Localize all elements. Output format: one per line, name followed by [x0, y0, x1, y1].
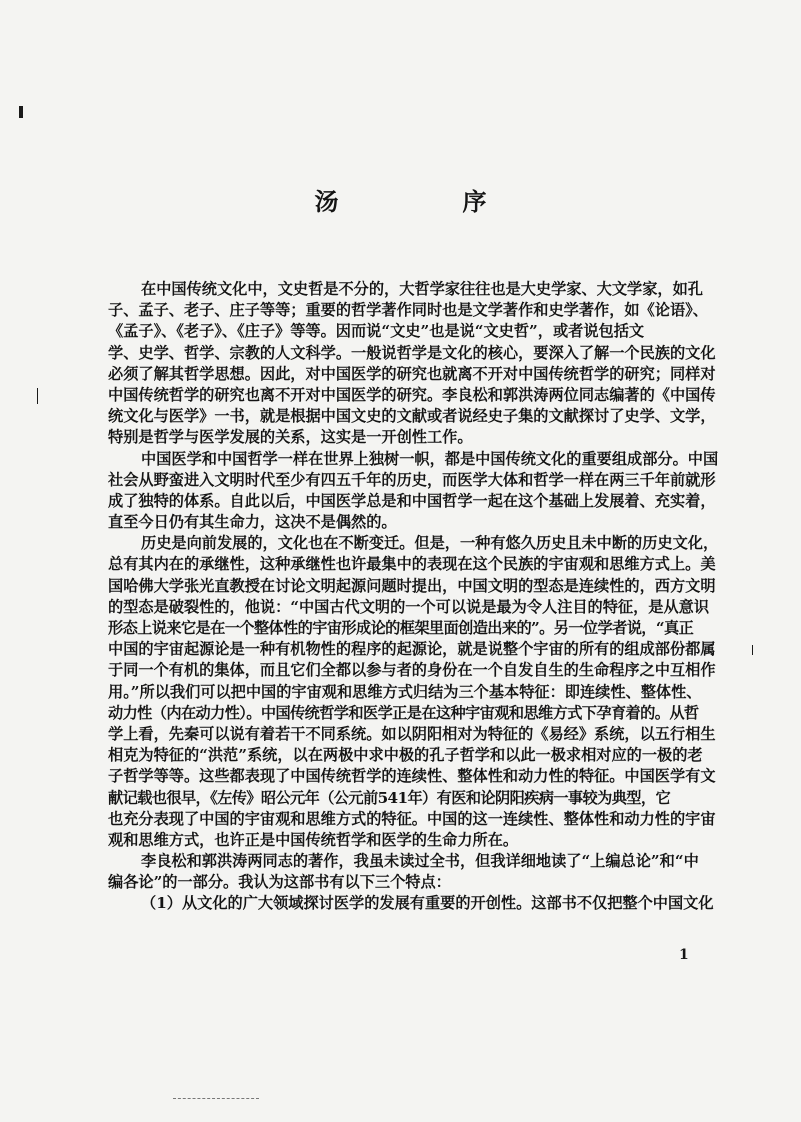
scan-mark-margin	[37, 388, 38, 404]
text-line: 国哈佛大学张光直教授在讨论文明起源问题时提出，中国文明的型态是连续性的，西方文明	[108, 576, 716, 595]
text-line: 于同一个有机的集体，而且它们全都以参与者的身份在一个自发自生的生命程序之中互相作	[108, 661, 716, 680]
text-line: 形态上说来它是在一个整体性的宇宙形成论的框架里面创造出来的”。另一位学者说，“真正	[108, 619, 694, 637]
text-line: 社会从野蛮进入文明时代至少有四五千年的历史，而医学大体和哲学一样在两三千年前就形	[108, 470, 716, 489]
paragraph-4	[108, 851, 734, 893]
text-line: 特别是哲学与医学发展的关系，这实是一开创性工作。	[108, 428, 473, 447]
text-line: 李良松和郭洪涛两同志的著作，我虽未读过全书，但我详细地读了“上编总论”和“中	[141, 852, 699, 871]
text-line: 献记载也很早，《左传》昭公元年（公元前541年）有医和论阴阳疾病一事较为典型，它	[108, 788, 671, 807]
text-line: 成了独特的体系。自此以后，中国医学总是和中国哲学一起在这个基础上发展着、充实着，	[108, 491, 716, 510]
text-line: 在中国传统文化中，文史哲是不分的，大哲学家往往也是大史学家、大文学家，如孔	[141, 280, 703, 298]
text-line: 编各论”的一部分。我认为这部书有以下三个特点：	[108, 873, 451, 892]
text-line: 观和思维方式，也许正是中国传统哲学和医学的生命力所在。	[108, 830, 519, 849]
text-line: 《孟子》、《老子》、《庄子》等等。因而说“文史”也是说“文史哲”，或者说包括文	[108, 322, 645, 341]
text-line: 必须了解其哲学思想。因此，对中国医学的研究也就离不开对中国传统哲学的研究；同样对	[108, 364, 716, 383]
paragraph-5	[108, 893, 734, 914]
text-line: 的型态是破裂性的，他说：“中国古代文明的一个可以说是最为令人注目的特征，是从意识	[108, 597, 710, 616]
body-text	[108, 279, 734, 915]
text-line: 学、史学、哲学、宗教的人文科学。一般说哲学是文化的核心，要深入了解一个民族的文化	[108, 343, 716, 362]
page-title: 汤 序	[314, 187, 537, 216]
text-line: 用。”所以我们可以把中国的宇宙观和思维方式归结为三个基本特征：即连续性、整体性、	[108, 682, 702, 701]
text-line: 总有其内在的承继性，这种承继性也许最集中的表现在这个民族的宇宙观和思维方式上。美	[108, 555, 716, 574]
page-number: 1	[679, 947, 689, 963]
text-line: （1）从文化的广大领域探讨医学的发展有重要的开创性。这部书不仅把整个中国文化	[141, 894, 714, 913]
text-line: 子、孟子、老子、庄子等等；重要的哲学著作同时也是文学著作和史学著作，如《论语》、	[108, 301, 708, 320]
paragraph-1	[108, 279, 734, 449]
footer-rule	[173, 1098, 259, 1099]
text-line: 相克为特征的“洪范”系统，以在两极中求中极的孔子哲学和以此一极求相对应的一极的老	[108, 746, 703, 765]
text-line: 学上看，先秦可以说有着若干不同系统。如以阴阳相对为特征的《易经》系统，以五行相生	[108, 724, 716, 743]
text-line: 中国医学和中国哲学一样在世界上独树一帜，都是中国传统文化的重要组成部分。中国	[141, 449, 719, 468]
text-line: 中国传统哲学的研究也离不开对中国医学的研究。李良松和郭洪涛两位同志编著的《中国传	[108, 385, 716, 404]
scan-mark-left	[19, 106, 23, 118]
text-line: 也充分表现了中国的宇宙观和思维方式的特征。中国的这一连续性、整体性和动力性的宇宙	[108, 809, 716, 828]
scan-mark-right	[752, 645, 753, 655]
paragraph-2	[108, 449, 734, 534]
text-line: 直至今日仍有其生命力，这决不是偶然的。	[108, 513, 397, 532]
text-line: 历史是向前发展的，文化也在不断变迁。但是，一种有悠久历史且未中断的历史文化，	[141, 534, 719, 553]
text-line: 中国的宇宙起源论是一种有机物性的程序的起源论，就是说整个宇宙的所有的组成部份都属	[108, 640, 716, 659]
text-line: 统文化与医学》一书，就是根据中国文史的文献或者说经史子集的文献探讨了史学、文学，	[108, 407, 716, 426]
text-line: 动力性（内在动力性）。中国传统哲学和医学正是在这种宇宙观和思维方式下孕育着的。从哲	[108, 703, 699, 722]
text-line: 子哲学等等。这些都表现了中国传统哲学的连续性、整体性和动力性的特征。中国医学有文	[108, 767, 716, 786]
paragraph-3	[108, 533, 734, 851]
